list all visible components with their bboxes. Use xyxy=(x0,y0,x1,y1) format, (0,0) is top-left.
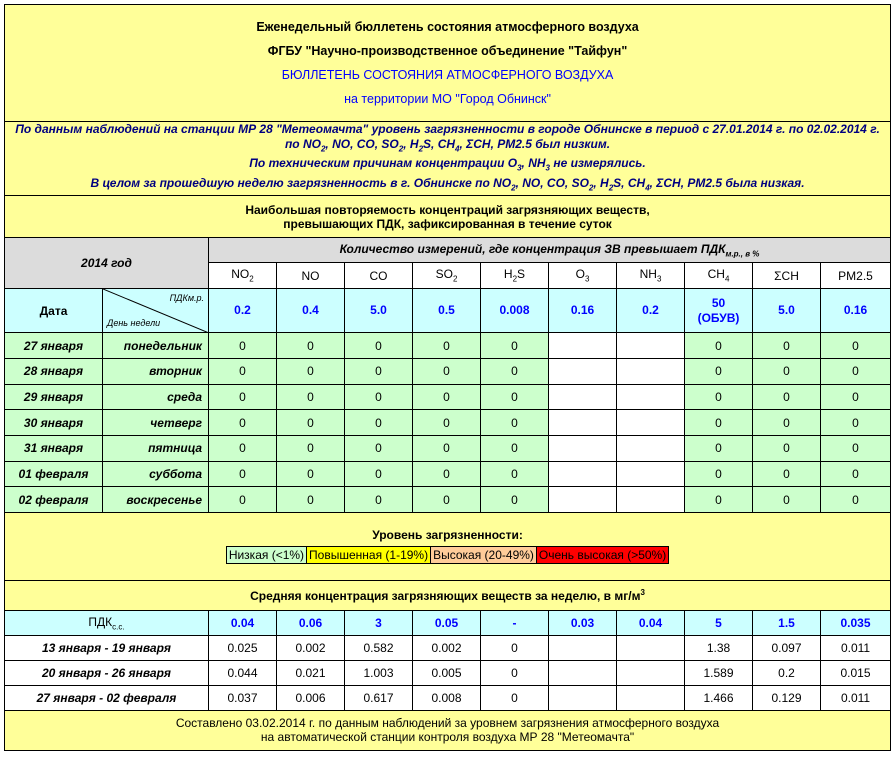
row-value: 0 xyxy=(209,487,277,513)
pollutant-header: NO xyxy=(277,263,345,289)
row-value: 0 xyxy=(821,410,891,436)
row-value xyxy=(617,410,685,436)
pdk-mr-value: 5.0 xyxy=(753,289,821,333)
row-value: 0 xyxy=(753,384,821,410)
row-value: 0 xyxy=(209,410,277,436)
row-value: 0.008 xyxy=(413,685,481,710)
table-row xyxy=(5,635,891,660)
pollutant-header: CO xyxy=(345,263,413,289)
row-value xyxy=(617,333,685,359)
row-day: четверг xyxy=(103,410,209,436)
row-date: 27 января xyxy=(5,333,103,359)
row-value: 0 xyxy=(345,333,413,359)
pdk-ss-value: 3 xyxy=(345,610,413,635)
row-value xyxy=(549,685,617,710)
legend-table xyxy=(226,546,669,564)
row-value xyxy=(549,461,617,487)
weekly-rows xyxy=(5,635,891,710)
row-value: 0 xyxy=(209,384,277,410)
row-value: 0.002 xyxy=(413,635,481,660)
row-value xyxy=(617,685,685,710)
pdk-ss-label: $ПДК_{с.с.}$ xyxy=(5,610,209,635)
row-value: 0 xyxy=(481,358,549,384)
row-period: 20 января - 26 января xyxy=(5,660,209,685)
row-value xyxy=(617,384,685,410)
pollutant-header: $NO_2$ xyxy=(209,263,277,289)
table-row xyxy=(5,410,891,436)
header-line-2: ФГБУ "Научно-производственное объединение "Тайфун" xyxy=(267,44,628,58)
row-value xyxy=(549,333,617,359)
row-value: 0.011 xyxy=(821,635,891,660)
row-value: 0 xyxy=(413,333,481,359)
row-value xyxy=(617,635,685,660)
footer-line-2: на автоматической станции контроля воздуха МР 28 "Метеомачта" xyxy=(260,730,635,745)
daily-rows xyxy=(5,333,891,513)
row-value: 0 xyxy=(277,384,345,410)
row-value xyxy=(617,487,685,513)
row-value: 0.617 xyxy=(345,685,413,710)
row-value: 0 xyxy=(277,410,345,436)
row-value: 0 xyxy=(685,333,753,359)
intro-line-3: В целом за прошедшую неделю загрязненность в г. Обнинске по $NO_2$, NO, CO, $SO_2$, $H_2S$, $CH_4$, ΣCH, PM2.5 была низкая. xyxy=(90,175,805,193)
row-value: 0 xyxy=(753,358,821,384)
row-value: 0 xyxy=(413,487,481,513)
pdk-ss-value: 0.06 xyxy=(277,610,345,635)
header-line-4: на территории МО "Город Обнинск" xyxy=(344,92,551,106)
pollutant-header: ΣCH xyxy=(753,263,821,289)
row-value: 0.037 xyxy=(209,685,277,710)
row-value: 0 xyxy=(209,461,277,487)
pollutant-header: $SO_2$ xyxy=(413,263,481,289)
row-value: 0 xyxy=(277,435,345,461)
row-value: 0 xyxy=(685,435,753,461)
section1-title: Наибольшая повторяемость концентраций загрязняющих веществ, превышающих ПДК, зафиксированная в течение суток xyxy=(5,196,891,238)
row-date: 31 января xyxy=(5,435,103,461)
header-line-3: БЮЛЛЕТЕНЬ СОСТОЯНИЯ АТМОСФЕРНОГО ВОЗДУХА xyxy=(281,68,614,82)
pdk-ss-value: - xyxy=(481,610,549,635)
table-row xyxy=(5,384,891,410)
row-value: 0 xyxy=(345,461,413,487)
pollutant-header: $NH_3$ xyxy=(617,263,685,289)
row-day: среда xyxy=(103,384,209,410)
row-value: 0 xyxy=(209,358,277,384)
row-value: 0 xyxy=(753,333,821,359)
pdk-mr-value: 0.2 xyxy=(209,289,277,333)
row-value: 0 xyxy=(821,461,891,487)
row-value: 0 xyxy=(345,435,413,461)
row-value: 0.015 xyxy=(821,660,891,685)
row-value: 0.025 xyxy=(209,635,277,660)
row-value: 0 xyxy=(821,435,891,461)
table-row xyxy=(5,660,891,685)
bulletin xyxy=(4,4,888,751)
row-value: 0 xyxy=(685,358,753,384)
pdk-mr-value: 0.4 xyxy=(277,289,345,333)
pdk-mr-value: 0.16 xyxy=(821,289,891,333)
row-value xyxy=(549,435,617,461)
row-value: 0 xyxy=(685,487,753,513)
row-value: 0 xyxy=(821,358,891,384)
legend-block xyxy=(5,512,891,580)
row-value xyxy=(549,660,617,685)
row-value xyxy=(617,461,685,487)
row-value: 0 xyxy=(345,487,413,513)
pdk-ss-row xyxy=(5,610,891,635)
row-value: 0 xyxy=(413,384,481,410)
pollutant-header: $H_2S$ xyxy=(481,263,549,289)
row-value: 0 xyxy=(345,410,413,436)
pdk-ss-value: 5 xyxy=(685,610,753,635)
pdk-mr-value: 0.16 xyxy=(549,289,617,333)
row-day: вторник xyxy=(103,358,209,384)
row-value xyxy=(549,410,617,436)
pdk-mr-value: 0.2 xyxy=(617,289,685,333)
row-value: 0 xyxy=(481,635,549,660)
row-value: 0.006 xyxy=(277,685,345,710)
pdk-mr-value: 5.0 xyxy=(345,289,413,333)
row-value: 0 xyxy=(209,435,277,461)
row-period: 13 января - 19 января xyxy=(5,635,209,660)
row-value: 0 xyxy=(753,487,821,513)
row-value xyxy=(617,358,685,384)
row-period: 27 января - 02 февраля xyxy=(5,685,209,710)
pdk-mr-value: 0.008 xyxy=(481,289,549,333)
table-row xyxy=(5,358,891,384)
row-value: 0 xyxy=(481,410,549,436)
table-row xyxy=(5,435,891,461)
pdk-mr-row xyxy=(5,289,891,333)
row-value: 0 xyxy=(481,461,549,487)
row-value: 0.2 xyxy=(753,660,821,685)
row-value: 0 xyxy=(481,384,549,410)
row-value: 0 xyxy=(481,333,549,359)
row-value: 0 xyxy=(753,435,821,461)
pdk-ss-value: 0.04 xyxy=(617,610,685,635)
row-value: 0.097 xyxy=(753,635,821,660)
diagonal-header xyxy=(103,289,209,333)
row-date: 28 января xyxy=(5,358,103,384)
row-value: 0 xyxy=(209,333,277,359)
row-date: 02 февраля xyxy=(5,487,103,513)
row-value xyxy=(617,660,685,685)
row-date: 30 января xyxy=(5,410,103,436)
pdk-ss-value: 1.5 xyxy=(753,610,821,635)
row-value: 0 xyxy=(821,333,891,359)
pdk-ss-value: 0.035 xyxy=(821,610,891,635)
row-value: 1.466 xyxy=(685,685,753,710)
row-day: пятница xyxy=(103,435,209,461)
pollutant-header: $CH_4$ xyxy=(685,263,753,289)
row-value xyxy=(549,358,617,384)
header-block xyxy=(5,5,891,122)
row-value: 0 xyxy=(685,384,753,410)
pollutant-header: $O_3$ xyxy=(549,263,617,289)
row-value: 0.005 xyxy=(413,660,481,685)
row-value: 1.38 xyxy=(685,635,753,660)
row-value: 0 xyxy=(821,487,891,513)
row-date: 01 февраля xyxy=(5,461,103,487)
row-value: 0 xyxy=(821,384,891,410)
row-value xyxy=(617,435,685,461)
row-value xyxy=(549,635,617,660)
pdk-mr-label: ПДКм.р. xyxy=(169,293,204,304)
row-value: 0.129 xyxy=(753,685,821,710)
row-value: 0 xyxy=(413,461,481,487)
row-value: 0.044 xyxy=(209,660,277,685)
intro-block xyxy=(5,122,891,196)
year-label: 2014 год xyxy=(5,238,209,289)
row-value: 0 xyxy=(481,487,549,513)
row-value: 1.589 xyxy=(685,660,753,685)
row-value: 0 xyxy=(753,461,821,487)
table-row xyxy=(5,461,891,487)
footer-block xyxy=(5,710,891,750)
row-day: суббота xyxy=(103,461,209,487)
pdk-mr-value: 50 (ОБУВ) xyxy=(685,289,753,333)
row-day: понедельник xyxy=(103,333,209,359)
table-row xyxy=(5,487,891,513)
date-label: Дата xyxy=(5,289,103,333)
row-value: 0 xyxy=(685,461,753,487)
row-value: 0.002 xyxy=(277,635,345,660)
table-row xyxy=(5,685,891,710)
row-value: 0 xyxy=(413,435,481,461)
row-value: 0 xyxy=(345,384,413,410)
intro-line-2: По техническим причинам концентрации $O_3$, $NH_3$ не измерялись. xyxy=(249,156,646,173)
row-value: 0 xyxy=(345,358,413,384)
row-value: 0 xyxy=(413,410,481,436)
row-value: 0.011 xyxy=(821,685,891,710)
row-value: 0 xyxy=(413,358,481,384)
footer-line-1: Составлено 03.02.2014 г. по данным наблюдений за уровнем загрязнения атмосферного воздуха xyxy=(175,716,720,731)
row-value xyxy=(549,384,617,410)
legend-item: Повышенная (1-19%) xyxy=(307,547,431,564)
row-value: 1.003 xyxy=(345,660,413,685)
section2-title: Средняя концентрация загрязняющих веществ за неделю, в $мг/м^3$ xyxy=(5,580,891,610)
count-label: Количество измерений, где концентрация ЗВ превышает $ПДК_{м.р., в \%}$ xyxy=(209,238,891,263)
row-value: 0.582 xyxy=(345,635,413,660)
legend-item: Высокая (20-49%) xyxy=(431,547,537,564)
legend-title: Уровень загрязненности: xyxy=(372,528,523,543)
row-value: 0 xyxy=(481,660,549,685)
pollutant-header: PM2.5 xyxy=(821,263,891,289)
row-value: 0 xyxy=(481,685,549,710)
row-value: 0 xyxy=(277,333,345,359)
row-date: 29 января xyxy=(5,384,103,410)
intro-line-1: По данным наблюдений на станции МР 28 "Метеомачта" уровень загрязненности в городе Обнинске в период с 27.01.2014 г. по 02.02.2014 г. по $NO_2$, NO, CO, $SO_2$, $H_2S$, $CH_4$, ΣCH, PM2.5 был низким. xyxy=(15,122,880,154)
row-value xyxy=(549,487,617,513)
row-value: 0 xyxy=(685,410,753,436)
row-value: 0 xyxy=(481,435,549,461)
row-value: 0 xyxy=(753,410,821,436)
row-value: 0 xyxy=(277,461,345,487)
row-day: воскресенье xyxy=(103,487,209,513)
header-line-1: Еженедельный бюллетень состояния атмосферного воздуха xyxy=(256,20,639,34)
legend-item: Низкая (<1%) xyxy=(226,547,306,564)
row-value: 0.021 xyxy=(277,660,345,685)
bulletin-table xyxy=(4,4,891,751)
row-value: 0 xyxy=(277,487,345,513)
pdk-ss-value: 0.05 xyxy=(413,610,481,635)
row-value: 0 xyxy=(277,358,345,384)
pdk-ss-value: 0.03 xyxy=(549,610,617,635)
pdk-ss-value: 0.04 xyxy=(209,610,277,635)
pdk-mr-value: 0.5 xyxy=(413,289,481,333)
day-of-week-label: День недели xyxy=(107,318,161,329)
table-row xyxy=(5,333,891,359)
legend-item: Очень высокая (>50%) xyxy=(536,547,668,564)
